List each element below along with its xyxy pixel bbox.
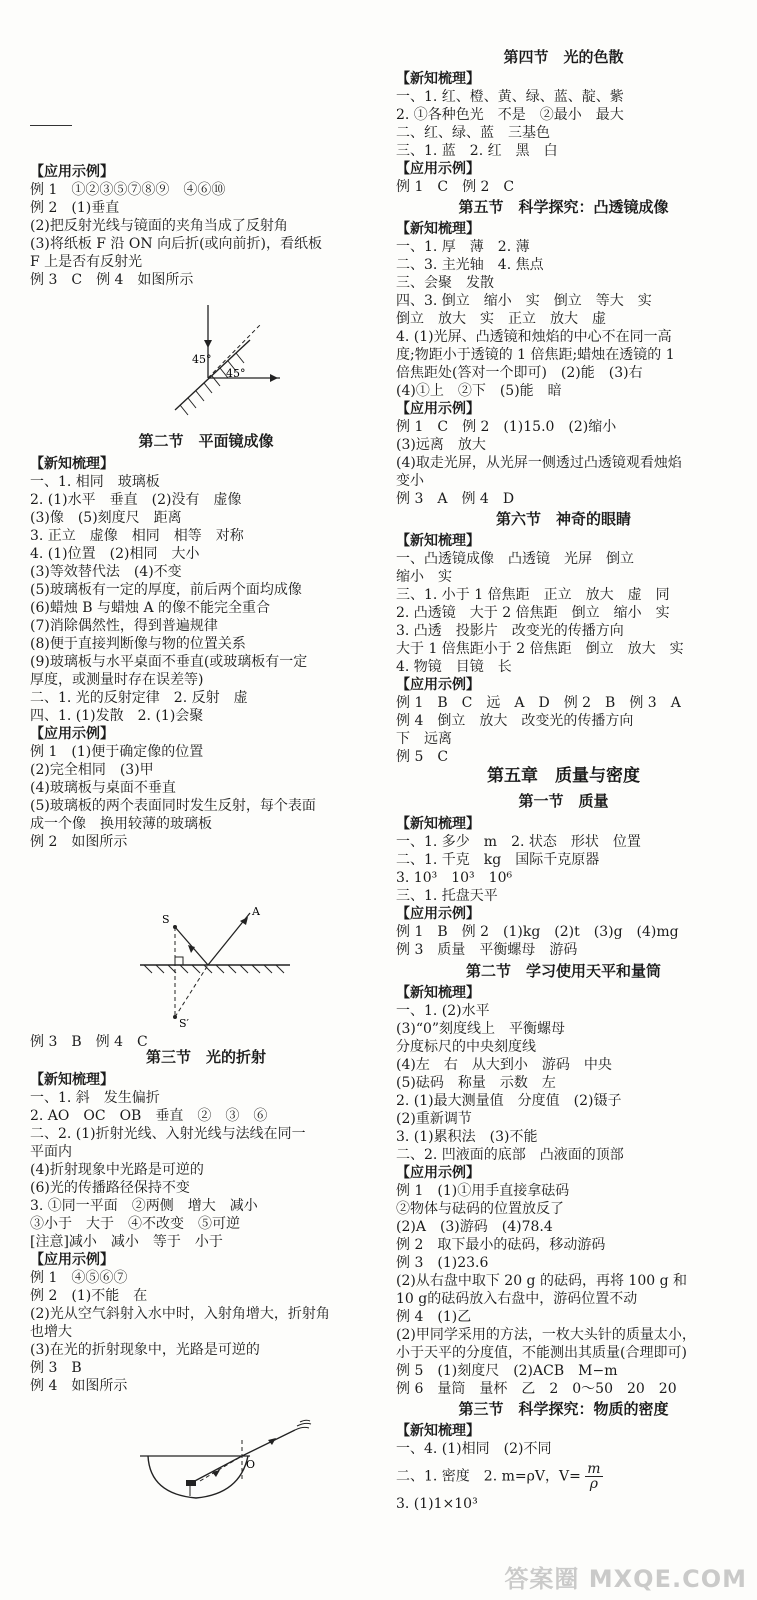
answer-line: (3)将纸板 F 沿 ON 向后折(或向前折)，看纸板 [30, 236, 322, 252]
answer-line: (2)甲同学采用的方法，一枚大头针的质量太小， [396, 1327, 696, 1343]
answer-line: 二、红、绿、蓝 三基色 [396, 125, 550, 141]
plane-mirror-diagram [130, 905, 300, 1030]
right-block-2 [396, 220, 682, 508]
formula-prefix: 二、1. 密度 2. m=ρV，V= [396, 1468, 581, 1485]
angle-label-right: 45° [226, 367, 246, 380]
answer-line: (5)玻璃板有一定的厚度，前后两个面均成像 [30, 582, 302, 598]
answer-line: 2. 凸透镜 大于 2 倍焦距 倒立 缩小 实 [396, 605, 670, 621]
answer-line: 二、1. 光的反射定律 2. 反射 虚 [30, 690, 248, 706]
subheading: 【新知梳理】 [396, 1423, 480, 1439]
answer-line: 例 3 质量 平衡螺母 游码 [396, 942, 578, 958]
answer-line: 二、3. 主光轴 4. 焦点 [396, 257, 544, 273]
answer-line: 例 1 C 例 2 (1)15.0 (2)缩小 [396, 419, 617, 435]
answer-line: [注意]减小 减小 等于 小于 [30, 1234, 223, 1250]
right-block-5 [396, 984, 696, 1398]
answer-line: 例 3 (1)23.6 [396, 1255, 489, 1271]
answer-line: (4)①上 ②下 (5)能 暗 [396, 383, 562, 399]
answer-line: 3. 凸透 投影片 改变光的传播方向 [396, 623, 624, 639]
section-title-density: 第三节 科学探究：物质的密度 [458, 1400, 669, 1418]
answer-line: 变小 [396, 473, 424, 489]
answer-line: 例 3 B 例 4 C [30, 1034, 148, 1050]
answer-line: 例 1 B 例 2 (1)kg (2)t (3)g (4)mg [396, 924, 679, 940]
subheading: 【应用示例】 [396, 1165, 480, 1181]
subheading: 【应用示例】 [396, 677, 480, 693]
answer-line: 一、1. 多少 m 2. 状态 形状 位置 [396, 834, 641, 850]
section-title-balance: 第二节 学习使用天平和量筒 [465, 962, 661, 980]
answer-line: 分度标尺的中央刻度线 [396, 1039, 536, 1055]
answer-line: 一、凸透镜成像 凸透镜 光屏 倒立 [396, 551, 634, 567]
answer-line: 倒立 放大 实 正立 放大 虚 [396, 311, 606, 327]
answer-line: 一、1. 红、橙、黄、绿、蓝、靛、紫 [396, 89, 624, 105]
answer-line: (3)等效替代法 (4)不变 [30, 564, 182, 580]
answer-line: 二、2. 凹液面的底部 凸液面的顶部 [396, 1147, 624, 1163]
answer-line: (3)像 (5)刻度尺 距离 [30, 510, 182, 526]
answer-line: (5)玻璃板的两个表面同时发生反射，每个表面 [30, 798, 316, 814]
answer-line: 例 4 (1)乙 [396, 1309, 472, 1325]
point-o-label: O [246, 1458, 256, 1471]
point-s-label: S [162, 913, 170, 926]
section-title-plane-mirror: 第二节 平面镜成像 [138, 432, 274, 450]
answer-line: (2)光从空气斜射入水中时，入射角增大，折射角 [30, 1306, 330, 1322]
answer-line: 例 1 (1)①用手直接拿砝码 [396, 1183, 570, 1199]
answer-line: 倍焦距处(答对一个即可) (2)能 (3)右 [396, 365, 643, 381]
answer-line: 度;物距小于透镜的 1 倍焦距;蜡烛在透镜的 1 [396, 347, 675, 363]
answer-line: 小于天平的分度值，不能测出其质量(合理即可) [396, 1345, 687, 1361]
answer-line: 例 6 量筒 量杯 乙 2 0～50 20 20 [396, 1381, 677, 1397]
section-title-refraction: 第三节 光的折射 [145, 1048, 266, 1066]
answer-line: (2)重新调节 [396, 1111, 472, 1127]
answer-line: 3. ①同一平面 ②两侧 增大 减小 [30, 1198, 258, 1214]
answer-line: 一、1. 斜 发生偏折 [30, 1090, 160, 1106]
answer-line: 例 3 C 例 4 如图所示 [30, 272, 194, 288]
chapter-title-mass-density: 第五章 质量与密度 [487, 766, 640, 786]
point-s-prime-label: S′ [179, 1017, 190, 1030]
answer-line: (4)折射现象中光路是可逆的 [30, 1162, 204, 1178]
section-title-eye: 第六节 神奇的眼睛 [495, 510, 631, 528]
answer-line: (2)把反射光线与镜面的夹角当成了反射角 [30, 218, 288, 234]
answer-line: 例 1 C 例 2 C [396, 179, 515, 195]
answer-line: F 上是否有反射光 [30, 254, 143, 270]
subheading: 【应用示例】 [30, 164, 114, 180]
answer-line: 例 2 (1)不能 在 [30, 1288, 148, 1304]
answer-line: (3)“0”刻度线上 平衡螺母 [396, 1021, 566, 1037]
density-formula [396, 1462, 603, 1491]
answer-line: 下 远离 [396, 731, 452, 747]
answer-line: 4. 物镜 目镜 长 [396, 659, 512, 675]
angle-label-top: 45° [192, 353, 212, 366]
answer-line: 例 3 B [30, 1360, 82, 1376]
answer-line: 例 5 C [396, 749, 449, 765]
answer-line: 2. (1)最大测量值 分度值 (2)镊子 [396, 1093, 622, 1109]
answer-line: 例 1 (1)便于确定像的位置 [30, 744, 204, 760]
answer-line: 二、1. 千克 kg 国际千克原器 [396, 852, 600, 868]
answer-line: 二、2. (1)折射光线、入射光线与法线在同一 [30, 1126, 306, 1142]
answer-line: 三、会聚 发散 [396, 275, 494, 291]
answer-line: 3. 正立 虚像 相同 相等 对称 [30, 528, 244, 544]
answer-line: 平面内 [30, 1144, 72, 1160]
answer-line: ③小于 大于 ④不改变 ⑤可逆 [30, 1216, 240, 1232]
answer-line: (5)砝码 称量 示数 左 [396, 1075, 556, 1091]
subheading: 【新知梳理】 [396, 816, 480, 832]
answer-line: 3. 10³ 10³ 10⁶ [396, 870, 513, 886]
answer-line: 例 1 B C 远 A D 例 2 B 例 3 A [396, 695, 681, 711]
subheading: 【应用示例】 [30, 1252, 114, 1268]
answer-line: 大于 1 倍焦距小于 2 倍焦距 倒立 放大 实 [396, 641, 684, 657]
answer-line: 成一个像 换用较薄的玻璃板 [30, 816, 212, 832]
answer-line: (4)玻璃板与桌面不垂直 [30, 780, 176, 796]
answer-line: 4. (1)光屏、凸透镜和烛焰的中心不在同一高 [396, 329, 672, 345]
left-block-2 [30, 455, 316, 851]
refraction-bowl-diagram [140, 1420, 340, 1502]
answer-line: 一、4. (1)相同 (2)不同 [396, 1441, 552, 1457]
answer-line: 一、1. 厚 薄 2. 薄 [396, 239, 530, 255]
answer-line: 一、1. (2)水平 [396, 1003, 490, 1019]
subheading: 【新知梳理】 [396, 71, 480, 87]
answer-line: (2)完全相同 (3)甲 [30, 762, 154, 778]
subheading: 【应用示例】 [396, 906, 480, 922]
subheading: 【新知梳理】 [30, 456, 114, 472]
fraction-numerator: m [587, 1461, 601, 1477]
answer-line: 例 4 如图所示 [30, 1378, 128, 1394]
answer-line: (8)便于直接判断像与物的位置关系 [30, 636, 246, 652]
answer-line: 例 3 A 例 4 D [396, 491, 515, 507]
answer-line: 缩小 实 [396, 569, 452, 585]
top-rule [30, 125, 72, 126]
answer-line: 例 1 ①②③⑤⑦⑧⑨ ④⑥⑩ [30, 182, 226, 198]
answer-line: (6)蜡烛 B 与蜡烛 A 的像不能完全重合 [30, 600, 271, 616]
answer-line: 例 1 ④⑤⑥⑦ [30, 1270, 128, 1286]
right-block-6 [396, 1422, 551, 1458]
answer-line: (4)左 右 从大到小 游码 中央 [396, 1057, 612, 1073]
point-a-label: A [252, 905, 260, 918]
subheading: 【应用示例】 [396, 161, 480, 177]
answer-line: 2. ①各种色光 不是 ②最小 最大 [396, 107, 624, 123]
answer-line: 一、1. 相同 玻璃板 [30, 474, 160, 490]
left-block-4 [30, 1071, 330, 1395]
subheading: 【应用示例】 [396, 401, 480, 417]
answer-line: 例 2 如图所示 [30, 834, 128, 850]
right-block-1 [396, 70, 624, 196]
subheading: 【应用示例】 [30, 726, 114, 742]
section-title-dispersion: 第四节 光的色散 [503, 48, 624, 66]
answer-line: 2. (1)水平 垂直 (2)没有 虚像 [30, 492, 242, 508]
right-block-3 [396, 532, 684, 766]
subheading: 【新知梳理】 [396, 533, 480, 549]
answer-line: 10 g的砝码放入右盘中，游码位置不动 [396, 1291, 638, 1307]
answer-line: (6)光的传播路径保持不变 [30, 1180, 190, 1196]
answer-line: 3. (1)累积法 (3)不能 [396, 1129, 538, 1145]
answer-line: (7)消除偶然性，得到普遍规律 [30, 618, 218, 634]
answer-line: 四、3. 倒立 缩小 实 倒立 等大 实 [396, 293, 652, 309]
answer-line: (4)取走光屏，从光屏一侧透过凸透镜观看烛焰 [396, 455, 682, 471]
watermark: 答案圈 MXQE.COM [504, 1565, 747, 1593]
answer-line: (3)在光的折射现象中，光路是可逆的 [30, 1342, 260, 1358]
fraction [585, 1462, 602, 1491]
subheading: 【新知梳理】 [396, 985, 480, 1001]
reflection-diagram [130, 305, 300, 425]
answer-line: 3. (1)1×10³ [396, 1496, 478, 1512]
right-block-4 [396, 815, 679, 959]
answer-line: 例 2 取下最小的砝码，移动游码 [396, 1237, 606, 1253]
answer-line: 例 5 (1)刻度尺 (2)ACB M−m [396, 1363, 618, 1379]
section-title-convex-lens: 第五节 科学探究：凸透镜成像 [458, 198, 669, 216]
answer-line: 三、1. 蓝 2. 红 黑 白 [396, 143, 558, 159]
answer-line: (3)远离 放大 [396, 437, 486, 453]
answer-line: 例 4 倒立 放大 改变光的传播方向 [396, 713, 634, 729]
answer-line: 三、1. 小于 1 倍焦距 正立 放大 虚 同 [396, 587, 670, 603]
section-title-mass: 第一节 质量 [518, 792, 609, 810]
answer-line: 厚度，或测量时存在误差等) [30, 672, 204, 688]
answer-line: 也增大 [30, 1324, 72, 1340]
fraction-denominator: ρ [589, 1476, 599, 1492]
answer-line: ②物体与砝码的位置放反了 [396, 1201, 564, 1217]
answer-line: (2)A (3)游码 (4)78.4 [396, 1219, 553, 1235]
answer-line: 四、1. (1)发散 2. (1)会聚 [30, 708, 204, 724]
answer-line: 2. AO OC OB 垂直 ② ③ ⑥ [30, 1108, 268, 1124]
right-block-7 [396, 1495, 478, 1513]
subheading: 【新知梳理】 [396, 221, 480, 237]
answer-line: 4. (1)位置 (2)相同 大小 [30, 546, 200, 562]
answer-line: 三、1. 托盘天平 [396, 888, 498, 904]
answer-line: (9)玻璃板与水平桌面不垂直(或玻璃板有一定 [30, 654, 308, 670]
answer-line: (2)从右盘中取下 20 g 的砝码，再将 100 g 和 [396, 1273, 687, 1289]
left-block-1 [30, 163, 322, 289]
subheading: 【新知梳理】 [30, 1072, 114, 1088]
answer-line: 例 2 (1)垂直 [30, 200, 120, 216]
